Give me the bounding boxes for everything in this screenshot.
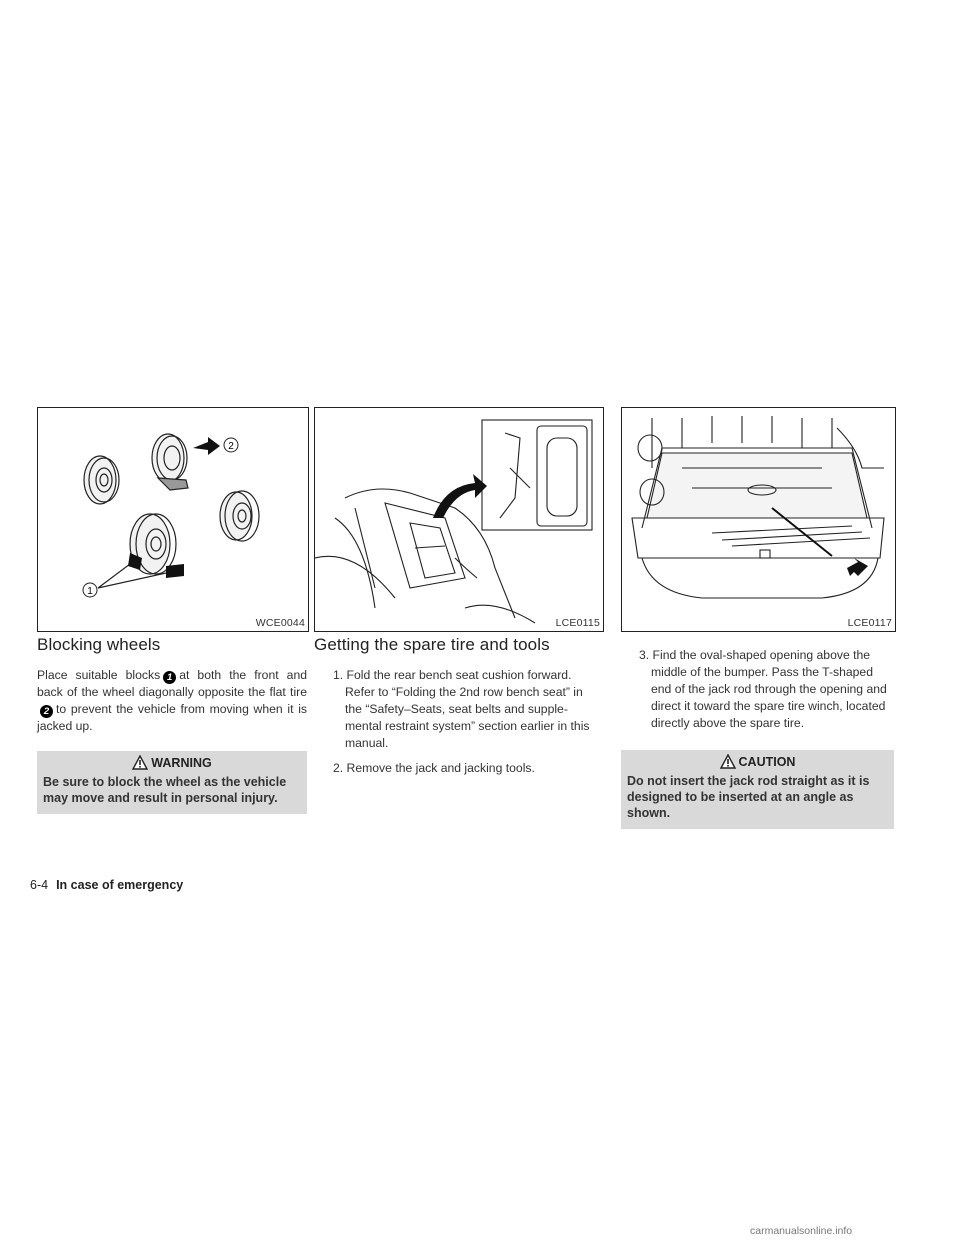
watermark: carmanualsonline.info (750, 1225, 853, 1237)
figure-code: LCE0115 (555, 617, 600, 629)
section-title: Getting the spare tire and tools (314, 635, 550, 654)
caution-box (621, 750, 894, 829)
figure-code: WCE0044 (255, 617, 305, 629)
section-spare-tire (314, 635, 598, 785)
caution-label: CAUTION (738, 755, 796, 769)
chapter-title: In case of emergency (56, 878, 184, 892)
callout-2: 2 (228, 441, 234, 452)
figure-jack-rod-opening (621, 407, 896, 632)
warning-box (37, 751, 307, 814)
warning-icon (132, 755, 148, 770)
figure-spare-tire-tools (314, 407, 604, 632)
warning-label: WARNING (151, 756, 212, 770)
figure-blocking-wheels (37, 407, 309, 632)
callout-labels (38, 408, 308, 631)
text-fragment: at both the front and back of the wheel diagonally opposite the flat tire (37, 668, 308, 699)
callout-badge-1: 1 (163, 671, 176, 684)
section-blocking-wheels (37, 635, 307, 814)
text-fragment: to prevent the vehicle from moving when it is jacked up. (37, 702, 307, 733)
step-3: 3. Find the oval-shaped opening above the middle of the bumper. Pass the T-shaped end of the jack rod through the opening and direct it toward the spare tire winch, located directly above the spare tire. (639, 648, 887, 730)
jack-rod-insertion-illustration (622, 408, 895, 631)
section-title: Blocking wheels (37, 635, 161, 654)
section-jack-rod (621, 647, 894, 829)
caution-text: Do not insert the jack rod straight as it is designed to be inserted at an angle as shown. (627, 774, 870, 820)
callout-badge-2: 2 (40, 705, 53, 718)
jack-stowage-illustration (315, 408, 603, 631)
text-fragment: Place suitable blocks (37, 668, 161, 682)
blocking-paragraph (37, 667, 307, 735)
page-number: 6-4 (30, 878, 49, 892)
caution-icon (720, 754, 736, 769)
figure-code: LCE0117 (847, 617, 892, 629)
caution-heading (621, 750, 894, 773)
warning-heading (37, 751, 307, 774)
page-footer (30, 878, 183, 892)
warning-text: Be sure to block the wheel as the vehicle may move and result in personal injury. (43, 775, 287, 805)
step-1: 1. Fold the rear bench seat cushion forward. Refer to “Folding the 2nd row bench seat” in the “Safety–Seats, seat belts and supple-mental restraint system” section earlier in this manual. (333, 668, 590, 750)
callout-1: 1 (87, 586, 93, 597)
step-2: 2. Remove the jack and jacking tools. (333, 761, 535, 775)
